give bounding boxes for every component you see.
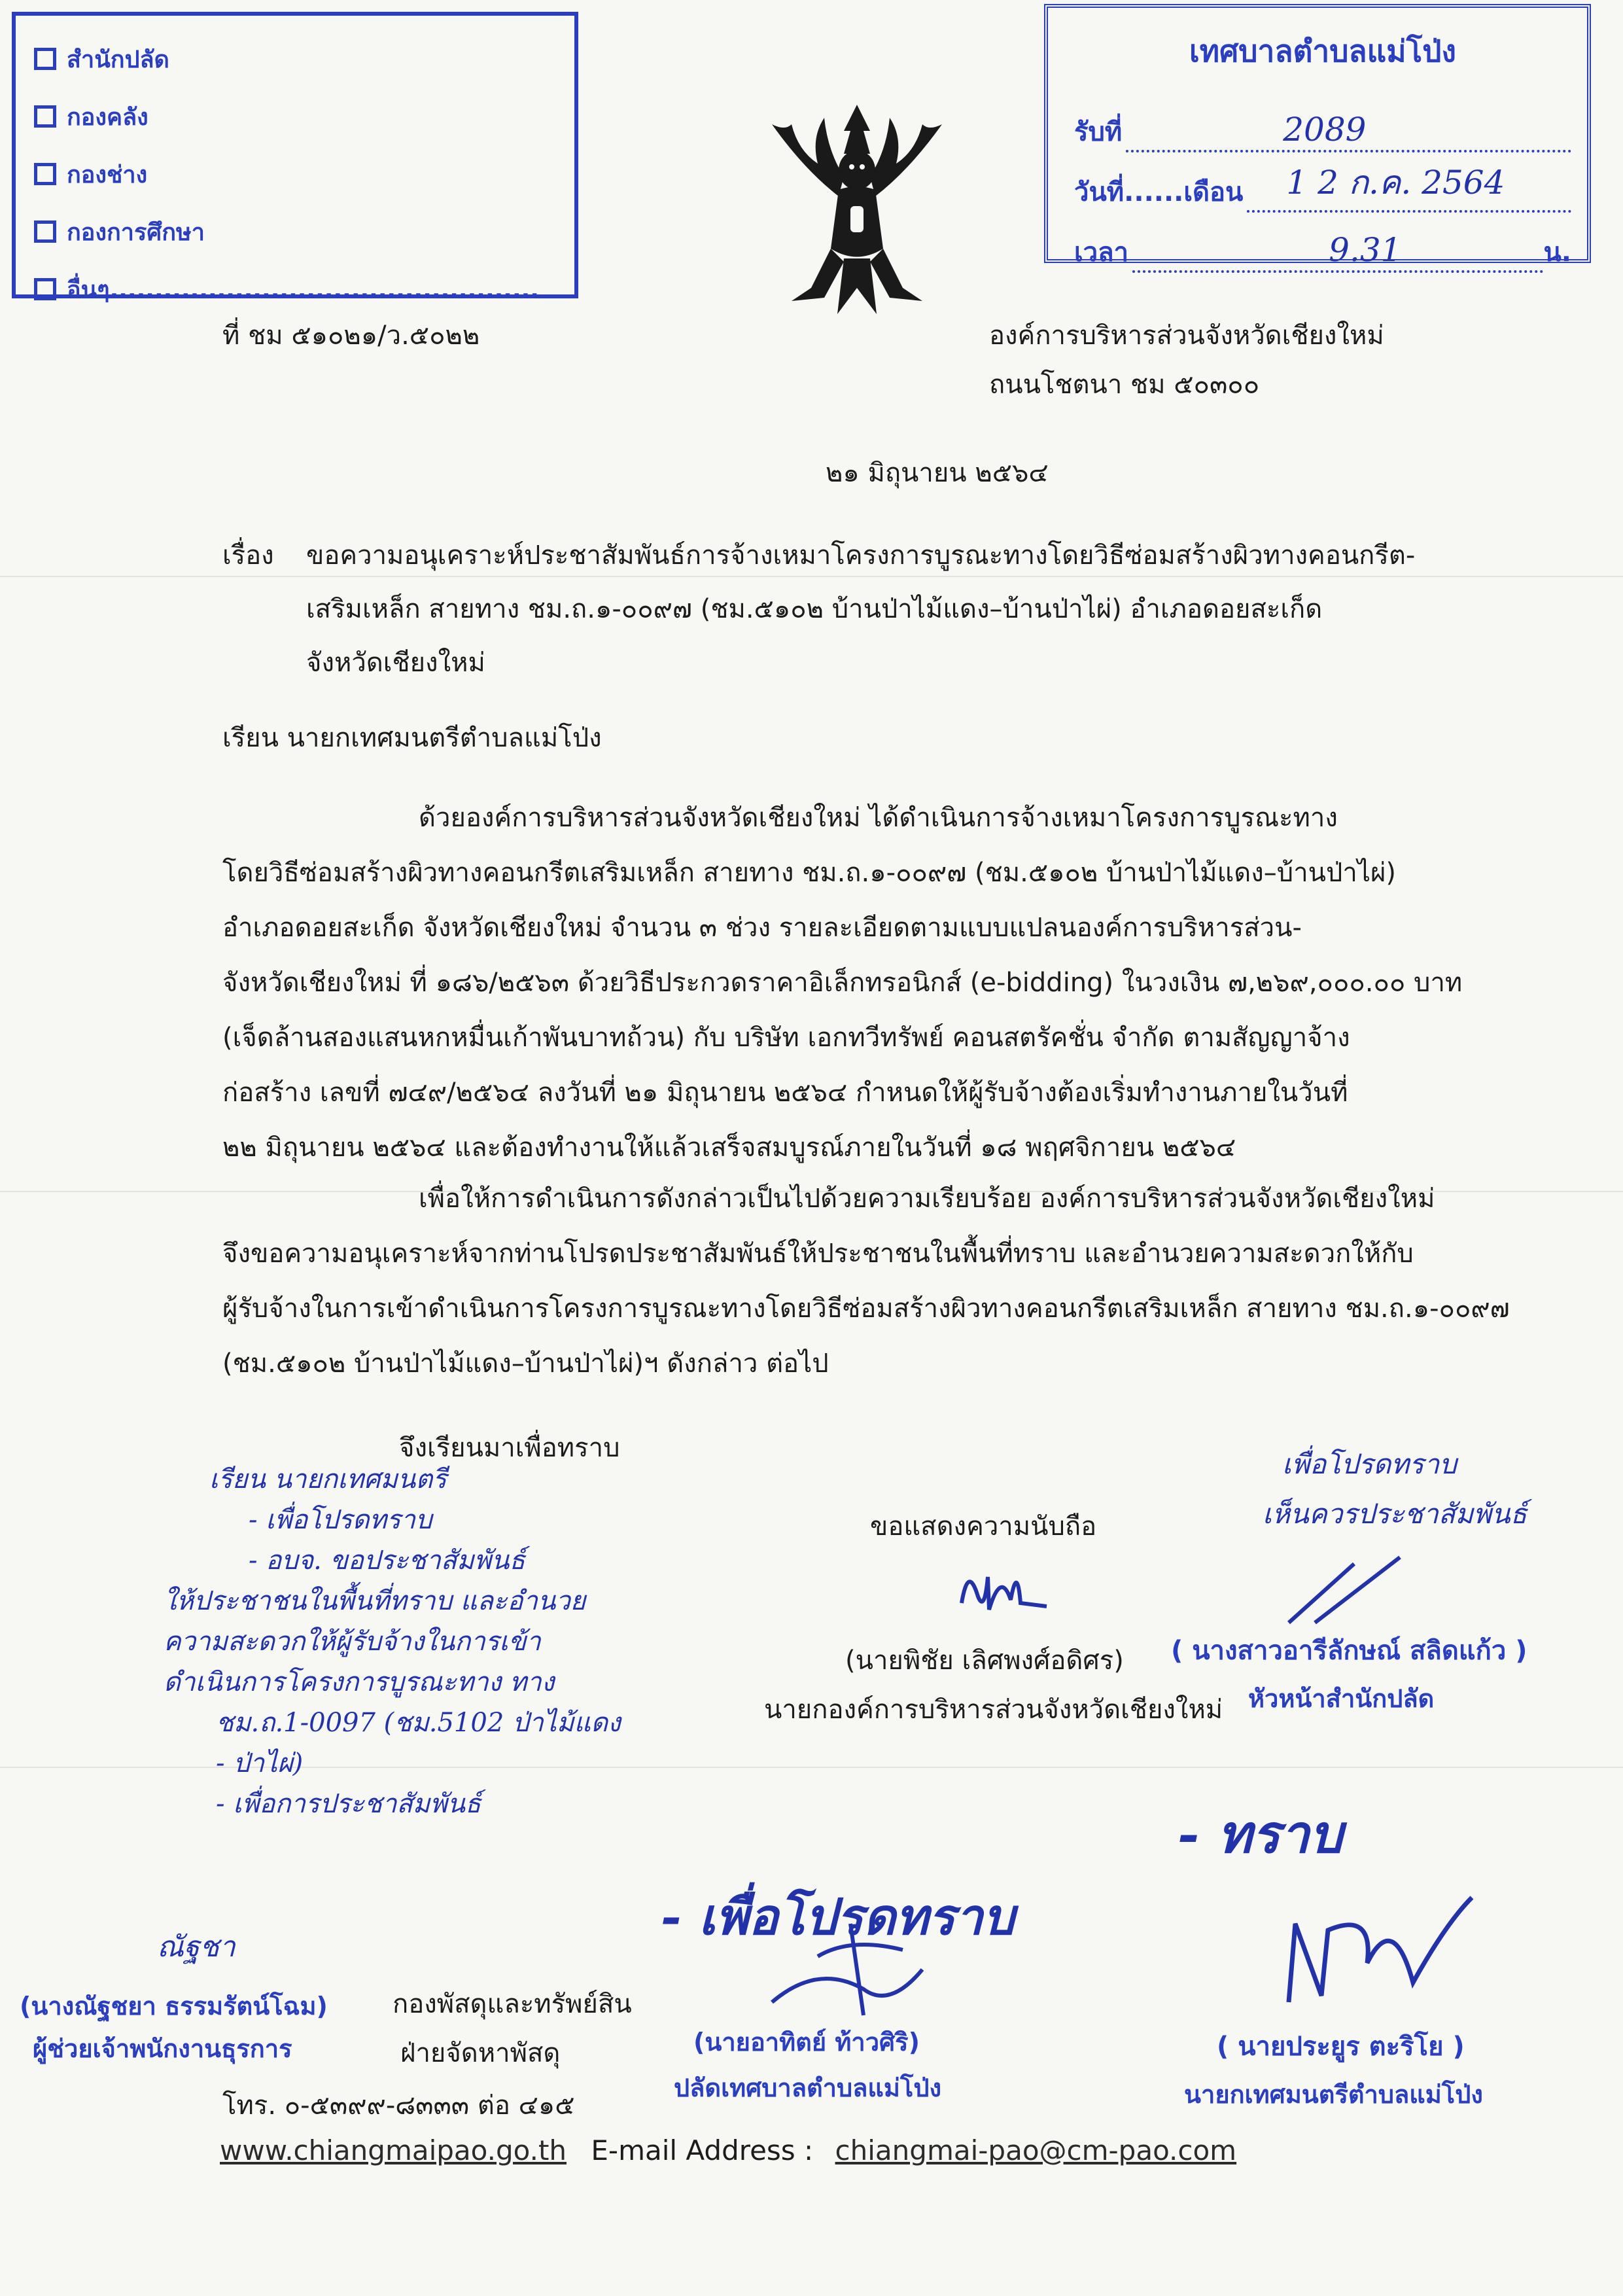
body-paragraph-2 [222, 1171, 1510, 1391]
paragraph-line: (เจ็ดล้านสองแสนหกหมื่นเก้าพันบาทถ้วน) กับ บริษัท เอกทวีทรัพย์ คอนสตรัคชั่น จำกัด ตามสัญญาจ้าง [222, 1023, 1350, 1053]
deputy-position: ปลัดเทศบาลตำบลแม่โป่ง [674, 2074, 942, 2102]
paragraph-line: จังหวัดเชียงใหม่ ที่ ๑๘๖/๒๕๖๓ ด้วยวิธีประกวดราคาอิเล็กทรอนิกส์ (e-bidding) ในวงเงิน ๗,๒๖๙,๐๐๐.๐๐ บาท [222, 968, 1463, 998]
checkbox-icon [34, 221, 56, 243]
paragraph-line: จึงขอความอนุเคราะห์จากท่านโปรดประชาสัมพันธ์ให้ประชาชนในพื้นที่ทราบ และอำนวยความสะดวกให้กับ [222, 1239, 1414, 1269]
subject-line: ขอความอนุเคราะห์ประชาสัมพันธ์การจ้างเหมาโครงการบูรณะทางโดยวิธีซ่อมสร้างผิวทางคอนกรีต- [306, 540, 1416, 571]
mayor-signature-icon [1276, 1884, 1492, 2015]
paragraph-line: เพื่อให้การดำเนินการดังกล่าวเป็นไปด้วยความเรียบร้อย องค์การบริหารส่วนจังหวัดเชียงใหม่ [419, 1184, 1435, 1214]
paragraph-line: โดยวิธีซ่อมสร้างผิวทางคอนกรีตเสริมเหล็ก สายทาง ชม.ถ.๑-๐๐๙๗ (ชม.๕๑๐๒ บ้านป่าไม้แดง–บ้านป่าไผ่) [222, 858, 1397, 888]
head-office-position: หัวหน้าสำนักปลัด [1248, 1684, 1435, 1713]
receipt-stamp [1044, 4, 1591, 269]
department-division: กองพัสดุและทรัพย์สิน [393, 1989, 632, 2019]
recipient-line: เรียน นายกเทศมนตรีตำบลแม่โป่ง [222, 723, 602, 753]
letter-date: ๒๑ มิถุนายน ๒๕๖๔ [826, 458, 1049, 488]
subject-label: เรื่อง [222, 540, 274, 571]
clerk-position: ผู้ช่วยเจ้าพนักงานธุรการ [33, 2034, 292, 2063]
head-office-name: ( นางสาวอารีลักษณ์ สลิดแก้ว ) [1171, 1636, 1527, 1666]
signer-position: นายกองค์การบริหารส่วนจังหวัดเชียงใหม่ [764, 1695, 1223, 1725]
paragraph-line: ด้วยองค์การบริหารส่วนจังหวัดเชียงใหม่ ได้ดำเนินการจ้างเหมาโครงการบูรณะทาง [419, 803, 1338, 833]
handwritten-note-lower-right: - ทราบ [1178, 1803, 1343, 1865]
handwritten-note-center: - เพื่อโปรดทราบ [661, 1888, 1015, 1946]
body-paragraph-1 [222, 790, 1498, 1175]
department-unit: ฝ่ายจัดหาพัสดุ [400, 2038, 561, 2068]
checkbox-icon [34, 105, 56, 128]
signer-name: (นายพิชัย เลิศพงศ์อดิศร) [845, 1646, 1124, 1676]
routing-item: กองการศึกษา [34, 203, 574, 260]
subject-line: จังหวัดเชียงใหม่ [306, 648, 485, 678]
receipt-number: 2089 [1283, 111, 1367, 149]
garuda-emblem-icon [746, 92, 968, 327]
email-label: E-mail Address : [591, 2134, 814, 2166]
receipt-date-row: วันที่......เดือน 1 2 ก.ค. 2564 [1074, 152, 1571, 213]
receipt-date: 1 2 ก.ค. 2564 [1286, 164, 1505, 202]
routing-item: กองคลัง [34, 88, 574, 145]
handwritten-note-left: เรียน นายกเทศมนตรี - เพื่อโปรดทราบ - อบจ. ขอประชาสัมพันธ์ ให้ประชาชนในพื้นที่ทราบ และอำนวย ความสะดวกให้ผู้รับจ้างในการเข้า ดำเนินการโครงการบูรณะทาง ทาง ชม.ถ.1-0097 (ชม.5102 ป่าไม้แดง - ป่าไผ่) - เพื่อการประชาสัมพันธ์ [164, 1464, 621, 1819]
paragraph-line: อำเภอดอยสะเก็ด จังหวัดเชียงใหม่ จำนวน ๓ ช่วง รายละเอียดตามแบบแปลนองค์การบริหารส่วน- [222, 913, 1302, 943]
paragraph-line: ผู้รับจ้างในการเข้าดำเนินการโครงการบูรณะทางโดยวิธีซ่อมสร้างผิวทางคอนกรีตเสริมเหล็ก สายทาง ชม.ถ.๑-๐๐๙๗ [222, 1294, 1510, 1324]
routing-stamp [12, 12, 578, 304]
receipt-number-row: รับที่ 2089 [1074, 92, 1571, 152]
checkbox-icon [34, 48, 56, 70]
paragraph-line: ก่อสร้าง เลขที่ ๗๔๙/๒๕๖๔ ลงวันที่ ๒๑ มิถุนายน ๒๕๖๔ กำหนดให้ผู้รับจ้างต้องเริ่มทำงานภายในวันที่ [222, 1078, 1348, 1108]
receipt-stamp-title: เทศบาลตำบลแม่โป่ง [1189, 33, 1456, 69]
reference-number: ที่ ชม ๕๑๐๒๑/ว.๕๐๒๒ [222, 321, 480, 351]
checkbox-icon [34, 278, 56, 300]
clerk-initials: ณัฐชา [157, 1930, 236, 1964]
email-link[interactable]: chiangmai-pao@cm-pao.com [835, 2134, 1237, 2166]
clerk-name: (นางณัฐชยา ธรรมรัตน์โฉม) [20, 1992, 328, 2021]
routing-item: กองช่าง [34, 145, 574, 203]
paragraph-line: (ชม.๕๑๐๒ บ้านป่าไม้แดง–บ้านป่าไผ่)ฯ ดังกล่าว ต่อไป [222, 1349, 829, 1379]
initials-mark-icon [1276, 1551, 1420, 1629]
handwritten-note-right: เพื่อโปรดทราบ เห็นควรประชาสัมพันธ์ [1263, 1448, 1527, 1530]
subject-line: เสริมเหล็ก สายทาง ชม.ถ.๑-๐๐๙๗ (ชม.๕๑๐๒ บ้านป่าไม้แดง–บ้านป่าไผ่) อำเภอดอยสะเก็ด [306, 594, 1323, 624]
deputy-name: (นายอาทิตย์ ท้าวศิริ) [693, 2028, 920, 2057]
routing-item: สำนักปลัด [34, 30, 574, 88]
deputy-signature-icon [752, 1911, 949, 2022]
website-link[interactable]: www.chiangmaipao.go.th [220, 2134, 567, 2166]
signature-mark-icon [949, 1551, 1060, 1623]
footer [220, 2134, 1236, 2166]
checkbox-icon [34, 163, 56, 185]
receipt-time-row: เวลา 9.31 น. [1074, 213, 1571, 273]
department-phone: โทร. ๐-๕๓๙๙-๘๓๓๓ ต่อ ๔๑๕ [222, 2091, 575, 2121]
closing-line: จึงเรียนมาเพื่อทราบ [399, 1433, 620, 1463]
sender-org-name: องค์การบริหารส่วนจังหวัดเชียงใหม่ [989, 321, 1384, 351]
respect-line: ขอแสดงความนับถือ [870, 1511, 1097, 1542]
paragraph-line: ๒๒ มิถุนายน ๒๕๖๔ และต้องทำงานให้แล้วเสร็จสมบูรณ์ภายในวันที่ ๑๘ พฤศจิกายน ๒๕๖๔ [222, 1133, 1236, 1163]
subject [222, 529, 1498, 690]
mayor-position: นายกเทศมนตรีตำบลแม่โป่ง [1184, 2080, 1483, 2109]
mayor-name: ( นายประยูร ตะริโย ) [1217, 2032, 1465, 2062]
receipt-time: 9.31 [1329, 231, 1402, 269]
routing-item: อื่นๆ................................................ [34, 260, 574, 318]
sender-org-address: ถนนโชตนา ชม ๕๐๓๐๐ [989, 370, 1260, 400]
